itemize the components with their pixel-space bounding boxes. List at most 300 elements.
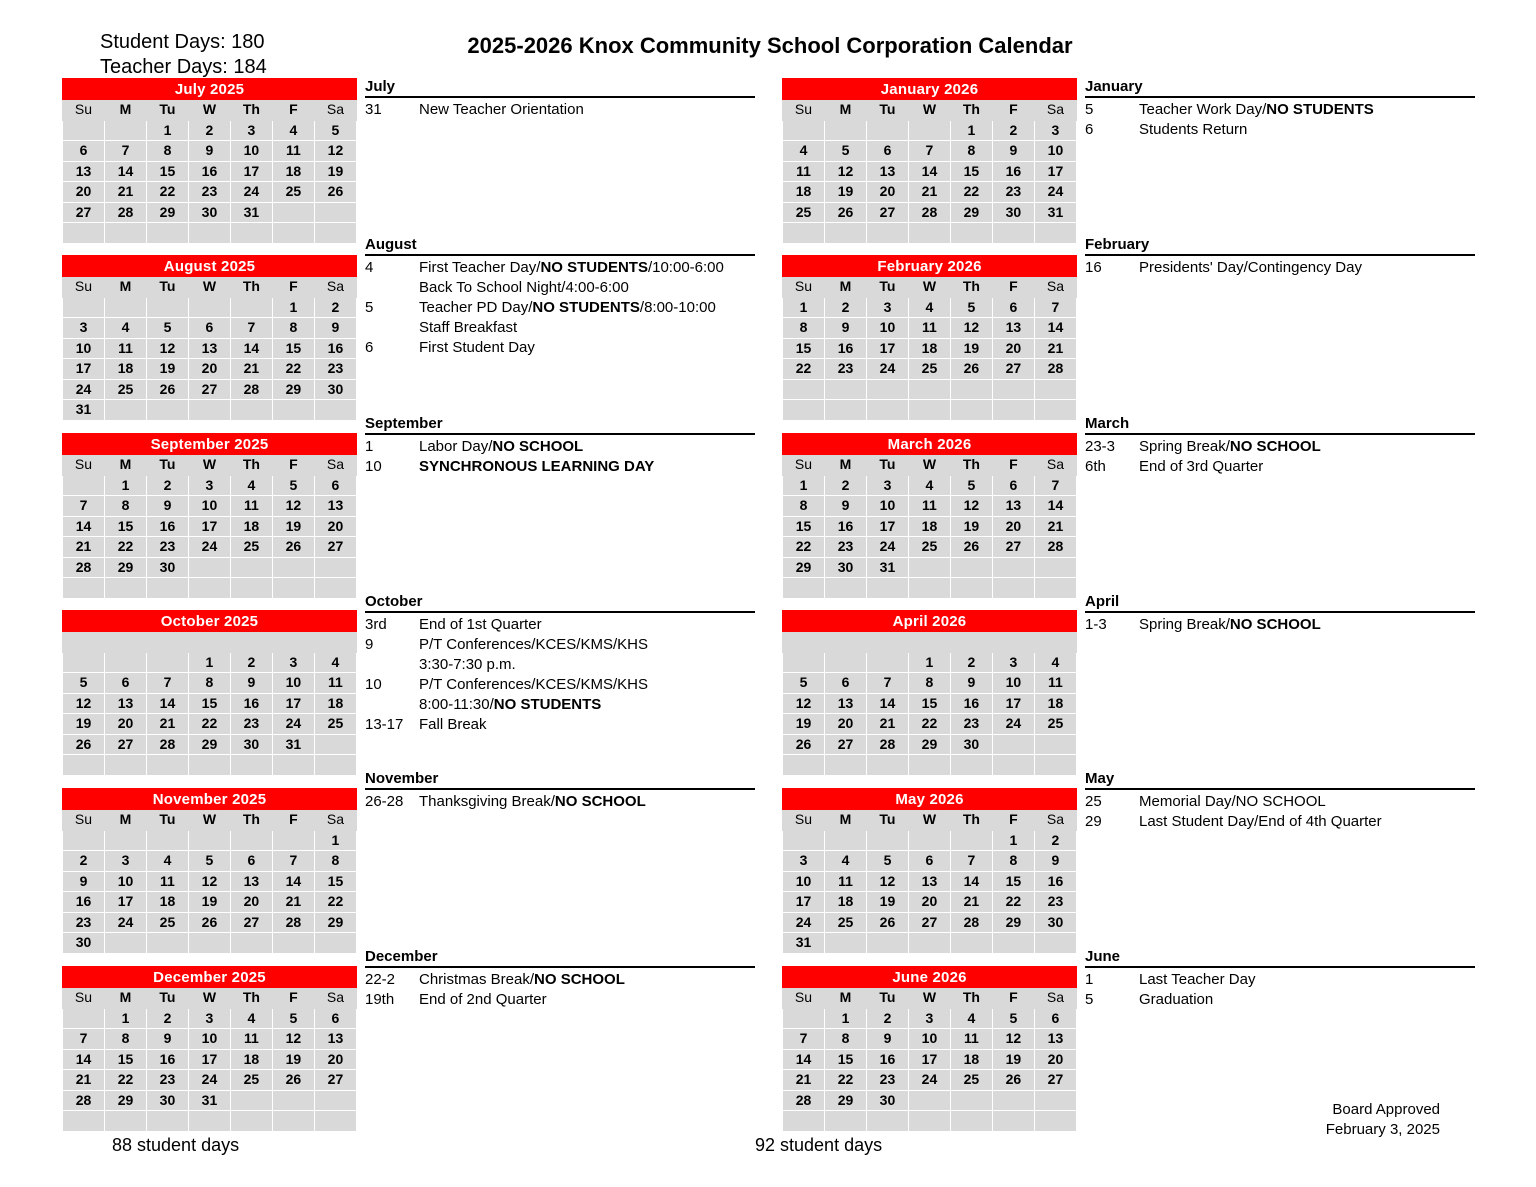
day-cell-july-2025-17[interactable]: 17 bbox=[230, 161, 272, 182]
day-cell-may-2026-2[interactable]: 2 bbox=[1034, 830, 1076, 851]
day-cell-june-2026-15[interactable]: 15 bbox=[824, 1049, 866, 1070]
day-cell-march-2026-3[interactable]: 3 bbox=[866, 475, 908, 496]
day-cell-april-2026-20[interactable]: 20 bbox=[824, 714, 866, 735]
day-cell-september-2025-18[interactable]: 18 bbox=[230, 516, 272, 537]
day-cell-september-2025-8[interactable]: 8 bbox=[104, 496, 146, 517]
day-cell-november-2025-3[interactable]: 3 bbox=[104, 851, 146, 872]
day-cell-january-2026-28[interactable]: 28 bbox=[908, 202, 950, 223]
day-cell-february-2026-14[interactable]: 14 bbox=[1034, 318, 1076, 339]
day-cell-march-2026-19[interactable]: 19 bbox=[950, 516, 992, 537]
day-cell-july-2025-20[interactable]: 20 bbox=[63, 182, 105, 203]
day-cell-march-2026-8[interactable]: 8 bbox=[783, 496, 825, 517]
day-cell-march-2026-23[interactable]: 23 bbox=[824, 537, 866, 558]
day-cell-may-2026-3[interactable]: 3 bbox=[783, 851, 825, 872]
day-cell-january-2026-26[interactable]: 26 bbox=[824, 202, 866, 223]
day-cell-february-2026-23[interactable]: 23 bbox=[824, 359, 866, 380]
day-cell-june-2026-23[interactable]: 23 bbox=[866, 1070, 908, 1091]
day-cell-january-2026-16[interactable]: 16 bbox=[992, 161, 1034, 182]
day-cell-april-2026-29[interactable]: 29 bbox=[908, 734, 950, 755]
day-cell-october-2025-14[interactable]: 14 bbox=[146, 693, 188, 714]
day-cell-august-2025-23[interactable]: 23 bbox=[314, 359, 356, 380]
day-cell-january-2026-17[interactable]: 17 bbox=[1034, 161, 1076, 182]
day-cell-april-2026-7[interactable]: 7 bbox=[866, 673, 908, 694]
day-cell-august-2025-14[interactable]: 14 bbox=[230, 338, 272, 359]
day-cell-december-2025-23[interactable]: 23 bbox=[146, 1070, 188, 1091]
day-cell-september-2025-25[interactable]: 25 bbox=[230, 537, 272, 558]
day-cell-july-2025-7[interactable]: 7 bbox=[104, 141, 146, 162]
day-cell-march-2026-13[interactable]: 13 bbox=[992, 496, 1034, 517]
day-cell-february-2026-1[interactable]: 1 bbox=[783, 297, 825, 318]
day-cell-august-2025-17[interactable]: 17 bbox=[63, 359, 105, 380]
day-cell-january-2026-12[interactable]: 12 bbox=[824, 161, 866, 182]
day-cell-june-2026-17[interactable]: 17 bbox=[908, 1049, 950, 1070]
day-cell-september-2025-9[interactable]: 9 bbox=[146, 496, 188, 517]
day-cell-may-2026-21[interactable]: 21 bbox=[950, 892, 992, 913]
day-cell-march-2026-5[interactable]: 5 bbox=[950, 475, 992, 496]
day-cell-february-2026-26[interactable]: 26 bbox=[950, 359, 992, 380]
day-cell-september-2025-20[interactable]: 20 bbox=[314, 516, 356, 537]
day-cell-january-2026-11[interactable]: 11 bbox=[783, 161, 825, 182]
day-cell-december-2025-10[interactable]: 10 bbox=[188, 1029, 230, 1050]
day-cell-november-2025-16[interactable]: 16 bbox=[63, 892, 105, 913]
day-cell-april-2026-22[interactable]: 22 bbox=[908, 714, 950, 735]
day-cell-october-2025-30[interactable]: 30 bbox=[230, 734, 272, 755]
day-cell-june-2026-21[interactable]: 21 bbox=[783, 1070, 825, 1091]
day-cell-december-2025-16[interactable]: 16 bbox=[146, 1049, 188, 1070]
day-cell-october-2025-13[interactable]: 13 bbox=[104, 693, 146, 714]
day-cell-january-2026-21[interactable]: 21 bbox=[908, 182, 950, 203]
day-cell-march-2026-1[interactable]: 1 bbox=[783, 475, 825, 496]
day-cell-august-2025-1[interactable]: 1 bbox=[272, 297, 314, 318]
day-cell-november-2025-15[interactable]: 15 bbox=[314, 871, 356, 892]
day-cell-december-2025-8[interactable]: 8 bbox=[104, 1029, 146, 1050]
day-cell-june-2026-2[interactable]: 2 bbox=[866, 1008, 908, 1029]
day-cell-june-2026-30[interactable]: 30 bbox=[866, 1090, 908, 1111]
day-cell-april-2026-15[interactable]: 15 bbox=[908, 693, 950, 714]
day-cell-december-2025-22[interactable]: 22 bbox=[104, 1070, 146, 1091]
day-cell-january-2026-19[interactable]: 19 bbox=[824, 182, 866, 203]
day-cell-march-2026-24[interactable]: 24 bbox=[866, 537, 908, 558]
day-cell-july-2025-16[interactable]: 16 bbox=[188, 161, 230, 182]
day-cell-may-2026-8[interactable]: 8 bbox=[992, 851, 1034, 872]
day-cell-april-2026-26[interactable]: 26 bbox=[783, 734, 825, 755]
day-cell-november-2025-12[interactable]: 12 bbox=[188, 871, 230, 892]
day-cell-september-2025-7[interactable]: 7 bbox=[63, 496, 105, 517]
day-cell-june-2026-9[interactable]: 9 bbox=[866, 1029, 908, 1050]
day-cell-february-2026-18[interactable]: 18 bbox=[908, 338, 950, 359]
day-cell-march-2026-4[interactable]: 4 bbox=[908, 475, 950, 496]
day-cell-may-2026-14[interactable]: 14 bbox=[950, 871, 992, 892]
day-cell-june-2026-24[interactable]: 24 bbox=[908, 1070, 950, 1091]
day-cell-may-2026-19[interactable]: 19 bbox=[866, 892, 908, 913]
day-cell-may-2026-18[interactable]: 18 bbox=[824, 892, 866, 913]
day-cell-march-2026-31[interactable]: 31 bbox=[866, 557, 908, 578]
day-cell-june-2026-6[interactable]: 6 bbox=[1034, 1008, 1076, 1029]
day-cell-march-2026-30[interactable]: 30 bbox=[824, 557, 866, 578]
day-cell-june-2026-7[interactable]: 7 bbox=[783, 1029, 825, 1050]
day-cell-november-2025-27[interactable]: 27 bbox=[230, 912, 272, 933]
day-cell-january-2026-23[interactable]: 23 bbox=[992, 182, 1034, 203]
day-cell-april-2026-17[interactable]: 17 bbox=[992, 693, 1034, 714]
day-cell-may-2026-6[interactable]: 6 bbox=[908, 851, 950, 872]
day-cell-december-2025-27[interactable]: 27 bbox=[314, 1070, 356, 1091]
day-cell-july-2025-5[interactable]: 5 bbox=[314, 120, 356, 141]
day-cell-february-2026-13[interactable]: 13 bbox=[992, 318, 1034, 339]
day-cell-october-2025-6[interactable]: 6 bbox=[104, 673, 146, 694]
day-cell-december-2025-11[interactable]: 11 bbox=[230, 1029, 272, 1050]
day-cell-october-2025-8[interactable]: 8 bbox=[188, 673, 230, 694]
day-cell-april-2026-28[interactable]: 28 bbox=[866, 734, 908, 755]
day-cell-october-2025-11[interactable]: 11 bbox=[314, 673, 356, 694]
day-cell-november-2025-4[interactable]: 4 bbox=[146, 851, 188, 872]
day-cell-october-2025-20[interactable]: 20 bbox=[104, 714, 146, 735]
day-cell-november-2025-9[interactable]: 9 bbox=[63, 871, 105, 892]
day-cell-november-2025-8[interactable]: 8 bbox=[314, 851, 356, 872]
day-cell-september-2025-24[interactable]: 24 bbox=[188, 537, 230, 558]
day-cell-april-2026-14[interactable]: 14 bbox=[866, 693, 908, 714]
day-cell-july-2025-11[interactable]: 11 bbox=[272, 141, 314, 162]
day-cell-september-2025-5[interactable]: 5 bbox=[272, 475, 314, 496]
day-cell-august-2025-30[interactable]: 30 bbox=[314, 379, 356, 400]
day-cell-august-2025-8[interactable]: 8 bbox=[272, 318, 314, 339]
day-cell-february-2026-22[interactable]: 22 bbox=[783, 359, 825, 380]
day-cell-april-2026-18[interactable]: 18 bbox=[1034, 693, 1076, 714]
day-cell-september-2025-13[interactable]: 13 bbox=[314, 496, 356, 517]
day-cell-june-2026-14[interactable]: 14 bbox=[783, 1049, 825, 1070]
day-cell-december-2025-6[interactable]: 6 bbox=[314, 1008, 356, 1029]
day-cell-march-2026-29[interactable]: 29 bbox=[783, 557, 825, 578]
day-cell-march-2026-22[interactable]: 22 bbox=[783, 537, 825, 558]
day-cell-march-2026-17[interactable]: 17 bbox=[866, 516, 908, 537]
day-cell-december-2025-17[interactable]: 17 bbox=[188, 1049, 230, 1070]
day-cell-october-2025-19[interactable]: 19 bbox=[63, 714, 105, 735]
day-cell-march-2026-20[interactable]: 20 bbox=[992, 516, 1034, 537]
day-cell-august-2025-25[interactable]: 25 bbox=[104, 379, 146, 400]
day-cell-august-2025-24[interactable]: 24 bbox=[63, 379, 105, 400]
day-cell-april-2026-11[interactable]: 11 bbox=[1034, 673, 1076, 694]
day-cell-july-2025-18[interactable]: 18 bbox=[272, 161, 314, 182]
day-cell-january-2026-3[interactable]: 3 bbox=[1034, 120, 1076, 141]
day-cell-july-2025-31[interactable]: 31 bbox=[230, 202, 272, 223]
day-cell-may-2026-12[interactable]: 12 bbox=[866, 871, 908, 892]
day-cell-june-2026-26[interactable]: 26 bbox=[992, 1070, 1034, 1091]
day-cell-september-2025-23[interactable]: 23 bbox=[146, 537, 188, 558]
day-cell-february-2026-2[interactable]: 2 bbox=[824, 297, 866, 318]
day-cell-january-2026-6[interactable]: 6 bbox=[866, 141, 908, 162]
day-cell-april-2026-30[interactable]: 30 bbox=[950, 734, 992, 755]
day-cell-january-2026-25[interactable]: 25 bbox=[783, 202, 825, 223]
day-cell-november-2025-17[interactable]: 17 bbox=[104, 892, 146, 913]
day-cell-november-2025-18[interactable]: 18 bbox=[146, 892, 188, 913]
day-cell-september-2025-14[interactable]: 14 bbox=[63, 516, 105, 537]
day-cell-may-2026-26[interactable]: 26 bbox=[866, 912, 908, 933]
day-cell-october-2025-25[interactable]: 25 bbox=[314, 714, 356, 735]
day-cell-june-2026-18[interactable]: 18 bbox=[950, 1049, 992, 1070]
day-cell-may-2026-13[interactable]: 13 bbox=[908, 871, 950, 892]
day-cell-october-2025-7[interactable]: 7 bbox=[146, 673, 188, 694]
day-cell-september-2025-17[interactable]: 17 bbox=[188, 516, 230, 537]
day-cell-march-2026-21[interactable]: 21 bbox=[1034, 516, 1076, 537]
day-cell-february-2026-16[interactable]: 16 bbox=[824, 338, 866, 359]
day-cell-september-2025-15[interactable]: 15 bbox=[104, 516, 146, 537]
day-cell-july-2025-3[interactable]: 3 bbox=[230, 120, 272, 141]
day-cell-september-2025-30[interactable]: 30 bbox=[146, 557, 188, 578]
day-cell-january-2026-14[interactable]: 14 bbox=[908, 161, 950, 182]
day-cell-november-2025-13[interactable]: 13 bbox=[230, 871, 272, 892]
day-cell-december-2025-13[interactable]: 13 bbox=[314, 1029, 356, 1050]
day-cell-august-2025-7[interactable]: 7 bbox=[230, 318, 272, 339]
day-cell-march-2026-14[interactable]: 14 bbox=[1034, 496, 1076, 517]
day-cell-december-2025-12[interactable]: 12 bbox=[272, 1029, 314, 1050]
day-cell-april-2026-21[interactable]: 21 bbox=[866, 714, 908, 735]
day-cell-february-2026-15[interactable]: 15 bbox=[783, 338, 825, 359]
day-cell-september-2025-10[interactable]: 10 bbox=[188, 496, 230, 517]
day-cell-june-2026-19[interactable]: 19 bbox=[992, 1049, 1034, 1070]
day-cell-february-2026-10[interactable]: 10 bbox=[866, 318, 908, 339]
day-cell-august-2025-13[interactable]: 13 bbox=[188, 338, 230, 359]
day-cell-february-2026-11[interactable]: 11 bbox=[908, 318, 950, 339]
day-cell-october-2025-12[interactable]: 12 bbox=[63, 693, 105, 714]
day-cell-may-2026-5[interactable]: 5 bbox=[866, 851, 908, 872]
day-cell-june-2026-1[interactable]: 1 bbox=[824, 1008, 866, 1029]
day-cell-september-2025-21[interactable]: 21 bbox=[63, 537, 105, 558]
day-cell-november-2025-20[interactable]: 20 bbox=[230, 892, 272, 913]
day-cell-december-2025-19[interactable]: 19 bbox=[272, 1049, 314, 1070]
day-cell-may-2026-15[interactable]: 15 bbox=[992, 871, 1034, 892]
day-cell-july-2025-23[interactable]: 23 bbox=[188, 182, 230, 203]
day-cell-april-2026-9[interactable]: 9 bbox=[950, 673, 992, 694]
day-cell-february-2026-21[interactable]: 21 bbox=[1034, 338, 1076, 359]
day-cell-february-2026-28[interactable]: 28 bbox=[1034, 359, 1076, 380]
day-cell-june-2026-27[interactable]: 27 bbox=[1034, 1070, 1076, 1091]
day-cell-april-2026-2[interactable]: 2 bbox=[950, 652, 992, 673]
day-cell-december-2025-2[interactable]: 2 bbox=[146, 1008, 188, 1029]
day-cell-november-2025-11[interactable]: 11 bbox=[146, 871, 188, 892]
day-cell-december-2025-26[interactable]: 26 bbox=[272, 1070, 314, 1091]
day-cell-january-2026-13[interactable]: 13 bbox=[866, 161, 908, 182]
day-cell-december-2025-30[interactable]: 30 bbox=[146, 1090, 188, 1111]
day-cell-april-2026-27[interactable]: 27 bbox=[824, 734, 866, 755]
day-cell-march-2026-9[interactable]: 9 bbox=[824, 496, 866, 517]
day-cell-april-2026-24[interactable]: 24 bbox=[992, 714, 1034, 735]
day-cell-july-2025-15[interactable]: 15 bbox=[146, 161, 188, 182]
day-cell-november-2025-23[interactable]: 23 bbox=[63, 912, 105, 933]
day-cell-september-2025-12[interactable]: 12 bbox=[272, 496, 314, 517]
day-cell-may-2026-22[interactable]: 22 bbox=[992, 892, 1034, 913]
day-cell-july-2025-13[interactable]: 13 bbox=[63, 161, 105, 182]
day-cell-july-2025-12[interactable]: 12 bbox=[314, 141, 356, 162]
day-cell-september-2025-28[interactable]: 28 bbox=[63, 557, 105, 578]
day-cell-october-2025-3[interactable]: 3 bbox=[272, 652, 314, 673]
day-cell-december-2025-1[interactable]: 1 bbox=[104, 1008, 146, 1029]
day-cell-august-2025-6[interactable]: 6 bbox=[188, 318, 230, 339]
day-cell-july-2025-19[interactable]: 19 bbox=[314, 161, 356, 182]
day-cell-december-2025-9[interactable]: 9 bbox=[146, 1029, 188, 1050]
day-cell-march-2026-7[interactable]: 7 bbox=[1034, 475, 1076, 496]
day-cell-june-2026-5[interactable]: 5 bbox=[992, 1008, 1034, 1029]
day-cell-july-2025-28[interactable]: 28 bbox=[104, 202, 146, 223]
day-cell-june-2026-8[interactable]: 8 bbox=[824, 1029, 866, 1050]
day-cell-september-2025-26[interactable]: 26 bbox=[272, 537, 314, 558]
day-cell-april-2026-16[interactable]: 16 bbox=[950, 693, 992, 714]
day-cell-march-2026-12[interactable]: 12 bbox=[950, 496, 992, 517]
day-cell-january-2026-10[interactable]: 10 bbox=[1034, 141, 1076, 162]
day-cell-august-2025-2[interactable]: 2 bbox=[314, 297, 356, 318]
day-cell-september-2025-16[interactable]: 16 bbox=[146, 516, 188, 537]
day-cell-january-2026-24[interactable]: 24 bbox=[1034, 182, 1076, 203]
day-cell-february-2026-6[interactable]: 6 bbox=[992, 297, 1034, 318]
day-cell-october-2025-29[interactable]: 29 bbox=[188, 734, 230, 755]
day-cell-february-2026-19[interactable]: 19 bbox=[950, 338, 992, 359]
day-cell-january-2026-9[interactable]: 9 bbox=[992, 141, 1034, 162]
day-cell-june-2026-3[interactable]: 3 bbox=[908, 1008, 950, 1029]
day-cell-september-2025-2[interactable]: 2 bbox=[146, 475, 188, 496]
day-cell-may-2026-28[interactable]: 28 bbox=[950, 912, 992, 933]
day-cell-august-2025-4[interactable]: 4 bbox=[104, 318, 146, 339]
day-cell-april-2026-10[interactable]: 10 bbox=[992, 673, 1034, 694]
day-cell-march-2026-16[interactable]: 16 bbox=[824, 516, 866, 537]
day-cell-may-2026-17[interactable]: 17 bbox=[783, 892, 825, 913]
day-cell-september-2025-4[interactable]: 4 bbox=[230, 475, 272, 496]
day-cell-january-2026-31[interactable]: 31 bbox=[1034, 202, 1076, 223]
day-cell-december-2025-15[interactable]: 15 bbox=[104, 1049, 146, 1070]
day-cell-september-2025-6[interactable]: 6 bbox=[314, 475, 356, 496]
day-cell-april-2026-12[interactable]: 12 bbox=[783, 693, 825, 714]
day-cell-november-2025-24[interactable]: 24 bbox=[104, 912, 146, 933]
day-cell-december-2025-18[interactable]: 18 bbox=[230, 1049, 272, 1070]
day-cell-july-2025-2[interactable]: 2 bbox=[188, 120, 230, 141]
day-cell-september-2025-1[interactable]: 1 bbox=[104, 475, 146, 496]
day-cell-august-2025-16[interactable]: 16 bbox=[314, 338, 356, 359]
day-cell-july-2025-25[interactable]: 25 bbox=[272, 182, 314, 203]
day-cell-april-2026-8[interactable]: 8 bbox=[908, 673, 950, 694]
day-cell-march-2026-6[interactable]: 6 bbox=[992, 475, 1034, 496]
day-cell-september-2025-29[interactable]: 29 bbox=[104, 557, 146, 578]
day-cell-november-2025-19[interactable]: 19 bbox=[188, 892, 230, 913]
day-cell-february-2026-7[interactable]: 7 bbox=[1034, 297, 1076, 318]
day-cell-december-2025-20[interactable]: 20 bbox=[314, 1049, 356, 1070]
day-cell-september-2025-3[interactable]: 3 bbox=[188, 475, 230, 496]
day-cell-may-2026-20[interactable]: 20 bbox=[908, 892, 950, 913]
day-cell-december-2025-14[interactable]: 14 bbox=[63, 1049, 105, 1070]
day-cell-march-2026-15[interactable]: 15 bbox=[783, 516, 825, 537]
day-cell-october-2025-28[interactable]: 28 bbox=[146, 734, 188, 755]
day-cell-july-2025-14[interactable]: 14 bbox=[104, 161, 146, 182]
day-cell-december-2025-28[interactable]: 28 bbox=[63, 1090, 105, 1111]
day-cell-may-2026-23[interactable]: 23 bbox=[1034, 892, 1076, 913]
day-cell-april-2026-25[interactable]: 25 bbox=[1034, 714, 1076, 735]
day-cell-june-2026-22[interactable]: 22 bbox=[824, 1070, 866, 1091]
day-cell-september-2025-27[interactable]: 27 bbox=[314, 537, 356, 558]
day-cell-august-2025-3[interactable]: 3 bbox=[63, 318, 105, 339]
day-cell-january-2026-22[interactable]: 22 bbox=[950, 182, 992, 203]
day-cell-august-2025-28[interactable]: 28 bbox=[230, 379, 272, 400]
day-cell-february-2026-4[interactable]: 4 bbox=[908, 297, 950, 318]
day-cell-july-2025-22[interactable]: 22 bbox=[146, 182, 188, 203]
day-cell-july-2025-8[interactable]: 8 bbox=[146, 141, 188, 162]
day-cell-may-2026-24[interactable]: 24 bbox=[783, 912, 825, 933]
day-cell-january-2026-1[interactable]: 1 bbox=[950, 120, 992, 141]
day-cell-february-2026-12[interactable]: 12 bbox=[950, 318, 992, 339]
day-cell-june-2026-12[interactable]: 12 bbox=[992, 1029, 1034, 1050]
day-cell-october-2025-5[interactable]: 5 bbox=[63, 673, 105, 694]
day-cell-january-2026-30[interactable]: 30 bbox=[992, 202, 1034, 223]
day-cell-april-2026-1[interactable]: 1 bbox=[908, 652, 950, 673]
day-cell-october-2025-21[interactable]: 21 bbox=[146, 714, 188, 735]
day-cell-june-2026-29[interactable]: 29 bbox=[824, 1090, 866, 1111]
day-cell-december-2025-5[interactable]: 5 bbox=[272, 1008, 314, 1029]
day-cell-october-2025-10[interactable]: 10 bbox=[272, 673, 314, 694]
day-cell-september-2025-11[interactable]: 11 bbox=[230, 496, 272, 517]
day-cell-march-2026-28[interactable]: 28 bbox=[1034, 537, 1076, 558]
day-cell-november-2025-5[interactable]: 5 bbox=[188, 851, 230, 872]
day-cell-november-2025-2[interactable]: 2 bbox=[63, 851, 105, 872]
day-cell-may-2026-31[interactable]: 31 bbox=[783, 933, 825, 954]
day-cell-november-2025-30[interactable]: 30 bbox=[63, 933, 105, 954]
day-cell-august-2025-31[interactable]: 31 bbox=[63, 400, 105, 421]
day-cell-september-2025-19[interactable]: 19 bbox=[272, 516, 314, 537]
day-cell-june-2026-28[interactable]: 28 bbox=[783, 1090, 825, 1111]
day-cell-may-2026-7[interactable]: 7 bbox=[950, 851, 992, 872]
day-cell-november-2025-26[interactable]: 26 bbox=[188, 912, 230, 933]
day-cell-february-2026-3[interactable]: 3 bbox=[866, 297, 908, 318]
day-cell-february-2026-27[interactable]: 27 bbox=[992, 359, 1034, 380]
day-cell-october-2025-27[interactable]: 27 bbox=[104, 734, 146, 755]
day-cell-may-2026-25[interactable]: 25 bbox=[824, 912, 866, 933]
day-cell-june-2026-10[interactable]: 10 bbox=[908, 1029, 950, 1050]
day-cell-july-2025-6[interactable]: 6 bbox=[63, 141, 105, 162]
day-cell-october-2025-22[interactable]: 22 bbox=[188, 714, 230, 735]
day-cell-june-2026-11[interactable]: 11 bbox=[950, 1029, 992, 1050]
day-cell-august-2025-12[interactable]: 12 bbox=[146, 338, 188, 359]
day-cell-november-2025-1[interactable]: 1 bbox=[314, 830, 356, 851]
day-cell-december-2025-25[interactable]: 25 bbox=[230, 1070, 272, 1091]
day-cell-october-2025-9[interactable]: 9 bbox=[230, 673, 272, 694]
day-cell-august-2025-19[interactable]: 19 bbox=[146, 359, 188, 380]
day-cell-may-2026-11[interactable]: 11 bbox=[824, 871, 866, 892]
day-cell-october-2025-18[interactable]: 18 bbox=[314, 693, 356, 714]
day-cell-july-2025-26[interactable]: 26 bbox=[314, 182, 356, 203]
day-cell-january-2026-7[interactable]: 7 bbox=[908, 141, 950, 162]
day-cell-march-2026-26[interactable]: 26 bbox=[950, 537, 992, 558]
day-cell-july-2025-21[interactable]: 21 bbox=[104, 182, 146, 203]
day-cell-august-2025-18[interactable]: 18 bbox=[104, 359, 146, 380]
day-cell-july-2025-29[interactable]: 29 bbox=[146, 202, 188, 223]
day-cell-december-2025-24[interactable]: 24 bbox=[188, 1070, 230, 1091]
day-cell-march-2026-11[interactable]: 11 bbox=[908, 496, 950, 517]
day-cell-may-2026-16[interactable]: 16 bbox=[1034, 871, 1076, 892]
day-cell-december-2025-21[interactable]: 21 bbox=[63, 1070, 105, 1091]
day-cell-june-2026-13[interactable]: 13 bbox=[1034, 1029, 1076, 1050]
day-cell-august-2025-29[interactable]: 29 bbox=[272, 379, 314, 400]
day-cell-october-2025-17[interactable]: 17 bbox=[272, 693, 314, 714]
day-cell-march-2026-2[interactable]: 2 bbox=[824, 475, 866, 496]
day-cell-august-2025-22[interactable]: 22 bbox=[272, 359, 314, 380]
day-cell-august-2025-5[interactable]: 5 bbox=[146, 318, 188, 339]
day-cell-september-2025-22[interactable]: 22 bbox=[104, 537, 146, 558]
day-cell-april-2026-5[interactable]: 5 bbox=[783, 673, 825, 694]
day-cell-may-2026-30[interactable]: 30 bbox=[1034, 912, 1076, 933]
day-cell-may-2026-4[interactable]: 4 bbox=[824, 851, 866, 872]
day-cell-october-2025-2[interactable]: 2 bbox=[230, 652, 272, 673]
day-cell-february-2026-17[interactable]: 17 bbox=[866, 338, 908, 359]
day-cell-november-2025-22[interactable]: 22 bbox=[314, 892, 356, 913]
day-cell-june-2026-20[interactable]: 20 bbox=[1034, 1049, 1076, 1070]
day-cell-august-2025-9[interactable]: 9 bbox=[314, 318, 356, 339]
day-cell-may-2026-27[interactable]: 27 bbox=[908, 912, 950, 933]
day-cell-august-2025-11[interactable]: 11 bbox=[104, 338, 146, 359]
day-cell-may-2026-29[interactable]: 29 bbox=[992, 912, 1034, 933]
